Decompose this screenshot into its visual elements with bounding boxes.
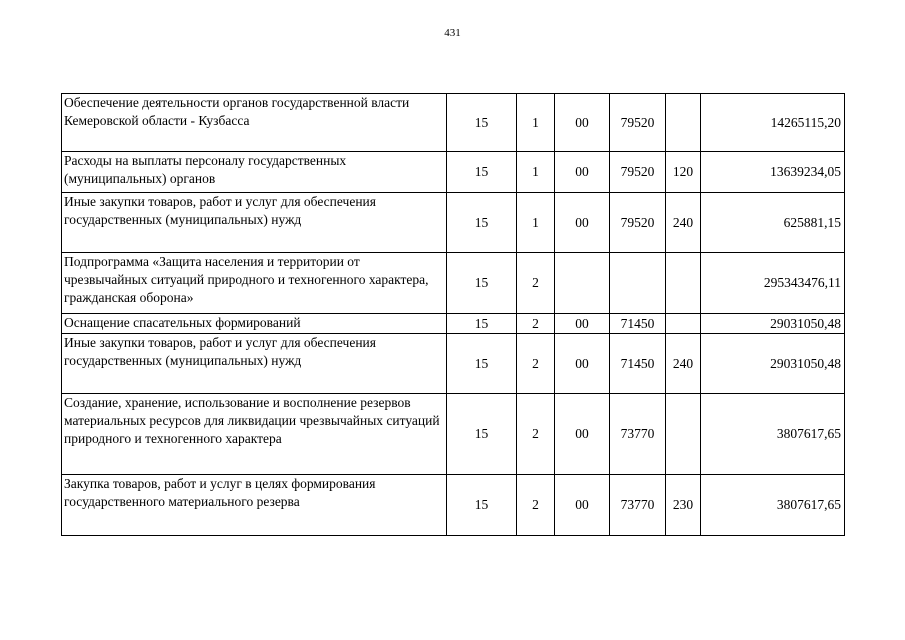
table-row <box>62 475 845 536</box>
row-code-5: 230 <box>666 475 701 536</box>
budget-table <box>61 93 845 536</box>
row-code-1: 15 <box>447 193 517 253</box>
row-code-3: 00 <box>555 475 610 536</box>
row-amount: 3807617,65 <box>701 475 845 536</box>
row-code-4: 79520 <box>610 94 666 152</box>
row-code-5 <box>666 314 701 334</box>
row-name: Закупка товаров, работ и услуг в целях формирования государственного материального резерва <box>62 475 447 536</box>
row-code-3 <box>555 253 610 314</box>
row-code-2: 2 <box>517 314 555 334</box>
row-code-1: 15 <box>447 152 517 193</box>
row-code-4: 73770 <box>610 475 666 536</box>
row-code-1: 15 <box>447 334 517 394</box>
row-code-1: 15 <box>447 314 517 334</box>
row-code-4: 79520 <box>610 193 666 253</box>
row-code-3: 00 <box>555 152 610 193</box>
row-code-2: 1 <box>517 152 555 193</box>
row-code-4: 79520 <box>610 152 666 193</box>
row-name: Расходы на выплаты персоналу государственных (муниципальных) органов <box>62 152 447 193</box>
row-amount: 29031050,48 <box>701 334 845 394</box>
row-amount: 13639234,05 <box>701 152 845 193</box>
table-row <box>62 193 845 253</box>
row-code-1: 15 <box>447 94 517 152</box>
table-row <box>62 394 845 475</box>
table-row <box>62 253 845 314</box>
row-name: Подпрограмма «Защита населения и территории от чрезвычайных ситуаций природного и техногенного характера, гражданская оборона» <box>62 253 447 314</box>
row-amount: 625881,15 <box>701 193 845 253</box>
row-code-4: 73770 <box>610 394 666 475</box>
row-code-2: 2 <box>517 475 555 536</box>
table-row <box>62 152 845 193</box>
row-name: Иные закупки товаров, работ и услуг для обеспечения государственных (муниципальных) нужд <box>62 334 447 394</box>
row-code-5: 240 <box>666 334 701 394</box>
row-code-3: 00 <box>555 193 610 253</box>
row-code-5: 240 <box>666 193 701 253</box>
row-name: Создание, хранение, использование и восполнение резервов материальных ресурсов для ликвидации чрезвычайных ситуаций природного и техногенного характера <box>62 394 447 475</box>
row-code-1: 15 <box>447 253 517 314</box>
row-amount: 29031050,48 <box>701 314 845 334</box>
row-code-4 <box>610 253 666 314</box>
row-code-5 <box>666 253 701 314</box>
row-code-3: 00 <box>555 94 610 152</box>
row-code-1: 15 <box>447 475 517 536</box>
row-name: Оснащение спасательных формирований <box>62 314 447 334</box>
row-name: Обеспечение деятельности органов государственной власти Кемеровской области - Кузбасса <box>62 94 447 152</box>
row-code-2: 1 <box>517 193 555 253</box>
row-code-4: 71450 <box>610 314 666 334</box>
table-row <box>62 334 845 394</box>
row-code-2: 1 <box>517 94 555 152</box>
row-name: Иные закупки товаров, работ и услуг для обеспечения государственных (муниципальных) нужд <box>62 193 447 253</box>
row-code-5 <box>666 394 701 475</box>
row-code-2: 2 <box>517 394 555 475</box>
row-code-3: 00 <box>555 394 610 475</box>
table-row <box>62 314 845 334</box>
row-code-1: 15 <box>447 394 517 475</box>
row-amount: 14265115,20 <box>701 94 845 152</box>
row-code-3: 00 <box>555 314 610 334</box>
row-code-4: 71450 <box>610 334 666 394</box>
row-amount: 295343476,11 <box>701 253 845 314</box>
row-code-5 <box>666 94 701 152</box>
page-number: 431 <box>444 27 461 39</box>
row-code-3: 00 <box>555 334 610 394</box>
row-code-2: 2 <box>517 253 555 314</box>
table-row <box>62 94 845 152</box>
row-code-5: 120 <box>666 152 701 193</box>
row-code-2: 2 <box>517 334 555 394</box>
row-amount: 3807617,65 <box>701 394 845 475</box>
